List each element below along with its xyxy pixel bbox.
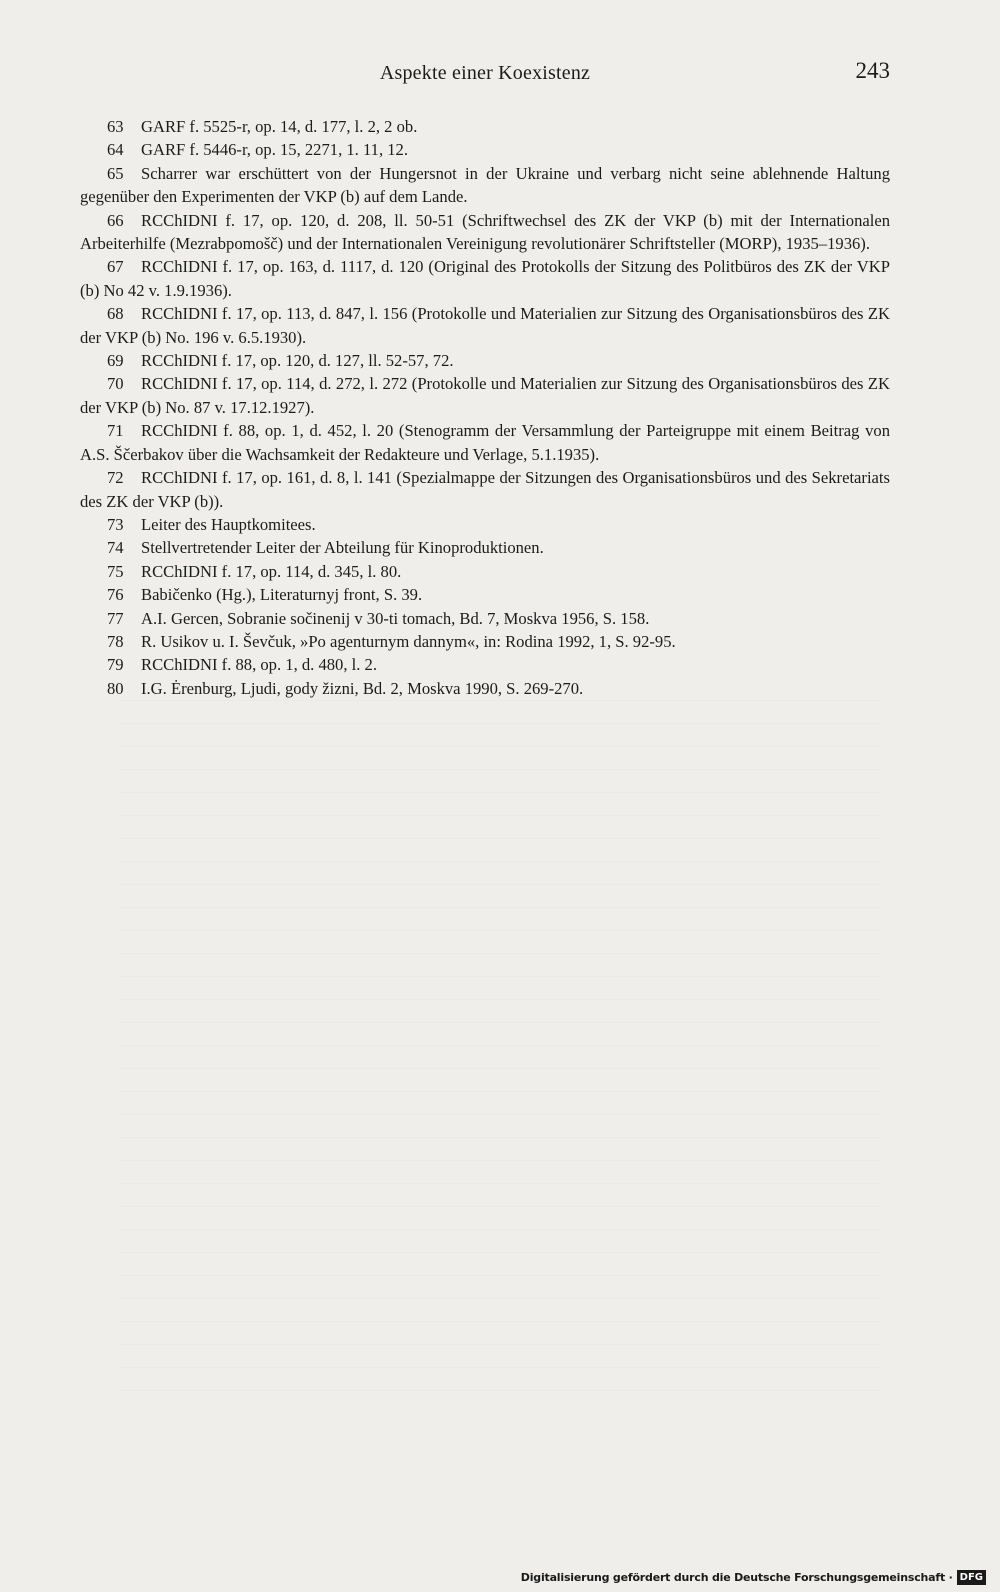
endnote-text: I.G. Ėrenburg, Ljudi, gody žizni, Bd. 2, Moskva 1990, S. 269-270. (141, 678, 584, 698)
endnote-text: RCChIDNI f. 17, op. 114, d. 345, l. 80. (141, 561, 402, 581)
endnote-number: 69 (107, 351, 124, 371)
endnote-item (80, 255, 890, 302)
running-title: Aspekte einer Koexistenz (379, 62, 591, 84)
endnote-number: 75 (107, 561, 124, 581)
endnote-item (80, 419, 890, 466)
endnote-text: Stellvertretender Leiter der Abteilung für Kinoproduktionen. (141, 538, 544, 558)
endnote-text: RCChIDNI f. 88, op. 1, d. 480, l. 2. (141, 655, 377, 675)
endnote-number: 70 (107, 374, 124, 394)
endnote-text: RCChIDNI f. 17, op. 163, d. 1117, d. 120 (Original des Protokolls der Sitzung des Politbüros des ZK der VKP (b) No 42 v. 1.9.1936). (80, 257, 890, 300)
endnote-text: RCChIDNI f. 17, op. 113, d. 847, l. 156 (Protokolle und Materialien zur Sitzung des Organisationsbüros des ZK der VKP (b) No. 196 v. 6.5.1930). (80, 304, 890, 347)
endnote-number: 77 (107, 608, 124, 628)
endnote-number: 71 (107, 421, 124, 441)
endnote-text: A.I. Gercen, Sobranie sočinenij v 30-ti tomach, Bd. 7, Moskva 1956, S. 158. (141, 608, 650, 628)
endnote-number: 65 (107, 163, 124, 183)
endnote-text: R. Usikov u. I. Ševčuk, »Po agenturnym dannym«, in: Rodina 1992, 1, S. 92-95. (141, 631, 676, 651)
endnote-text: Babičenko (Hg.), Literaturnyj front, S. 39. (141, 585, 423, 605)
endnote-text: RCChIDNI f. 88, op. 1, d. 452, l. 20 (Stenogramm der Versammlung der Parteigruppe mit einem Beitrag von A.S. Ščerbakov über die Wachsamkeit der Redakteure und Verlage, 5.1.1935). (80, 421, 890, 464)
endnote-number: 74 (107, 538, 124, 558)
endnote-item (80, 466, 890, 513)
endnote-item (80, 607, 890, 630)
endnote-item (80, 162, 890, 209)
endnote-text: GARF f. 5446-r, op. 15, 2271, 1. 11, 12. (141, 140, 408, 160)
endnote-item (80, 560, 890, 583)
endnote-text: RCChIDNI f. 17, op. 120, d. 208, ll. 50-51 (Schriftwechsel des ZK der VKP (b) mit der Internationalen Arbeiterhilfe (Mezrabpomošč) und der Internationalen Vereinigung revolutionärer Schriftsteller (MORP), 1935–1936). (80, 210, 890, 254)
endnote-number: 79 (107, 655, 124, 675)
endnote-item (80, 209, 890, 256)
endnote-number: 78 (107, 631, 124, 651)
endnote-item (80, 653, 890, 676)
endnote-number: 67 (107, 257, 124, 277)
paper-texture (120, 700, 880, 1400)
endnote-number: 72 (107, 468, 124, 488)
running-head (80, 58, 890, 88)
endnotes-list (80, 115, 890, 700)
endnote-text: RCChIDNI f. 17, op. 120, d. 127, ll. 52-57, 72. (141, 351, 454, 371)
endnote-text: GARF f. 5525-r, op. 14, d. 177, l. 2, 2 ob. (141, 117, 418, 136)
endnote-item (80, 115, 890, 138)
endnote-item (80, 138, 890, 161)
endnote-number: 80 (107, 678, 124, 698)
endnote-item (80, 513, 890, 536)
endnote-number: 64 (107, 140, 124, 160)
endnote-number: 66 (107, 210, 124, 230)
endnote-item (80, 349, 890, 372)
endnote-item (80, 536, 890, 559)
funding-text: Digitalisierung gefördert durch die Deutsche Forschungsgemeinschaft · (520, 1570, 953, 1584)
endnote-text: Leiter des Hauptkomitees. (141, 514, 316, 534)
endnote-number: 63 (107, 117, 124, 136)
funding-footer (521, 1568, 986, 1586)
endnote-text: RCChIDNI f. 17, op. 161, d. 8, l. 141 (Spezialmappe der Sitzungen des Organisationsbüros und des Sekretariats des ZK der VKP (b)). (80, 468, 890, 511)
endnote-item (80, 677, 890, 700)
endnote-item (80, 302, 890, 349)
endnote-number: 76 (107, 585, 124, 605)
endnote-item (80, 583, 890, 606)
page-number: 243 (855, 58, 890, 83)
endnote-number: 68 (107, 304, 124, 324)
endnote-text: Scharrer war erschüttert von der Hungersnot in der Ukraine und verbarg nicht seine ablehnende Haltung gegenüber den Experimenten der VKP (b) auf dem Lande. (80, 163, 890, 207)
dfg-logo: DFG (957, 1570, 986, 1585)
endnote-item (80, 372, 890, 419)
endnote-text: RCChIDNI f. 17, op. 114, d. 272, l. 272 (Protokolle und Materialien zur Sitzung des Organisationsbüros des ZK der VKP (b) No. 87 v. 17.12.1927). (80, 374, 890, 417)
endnote-number: 73 (107, 514, 124, 534)
endnote-item (80, 630, 890, 653)
